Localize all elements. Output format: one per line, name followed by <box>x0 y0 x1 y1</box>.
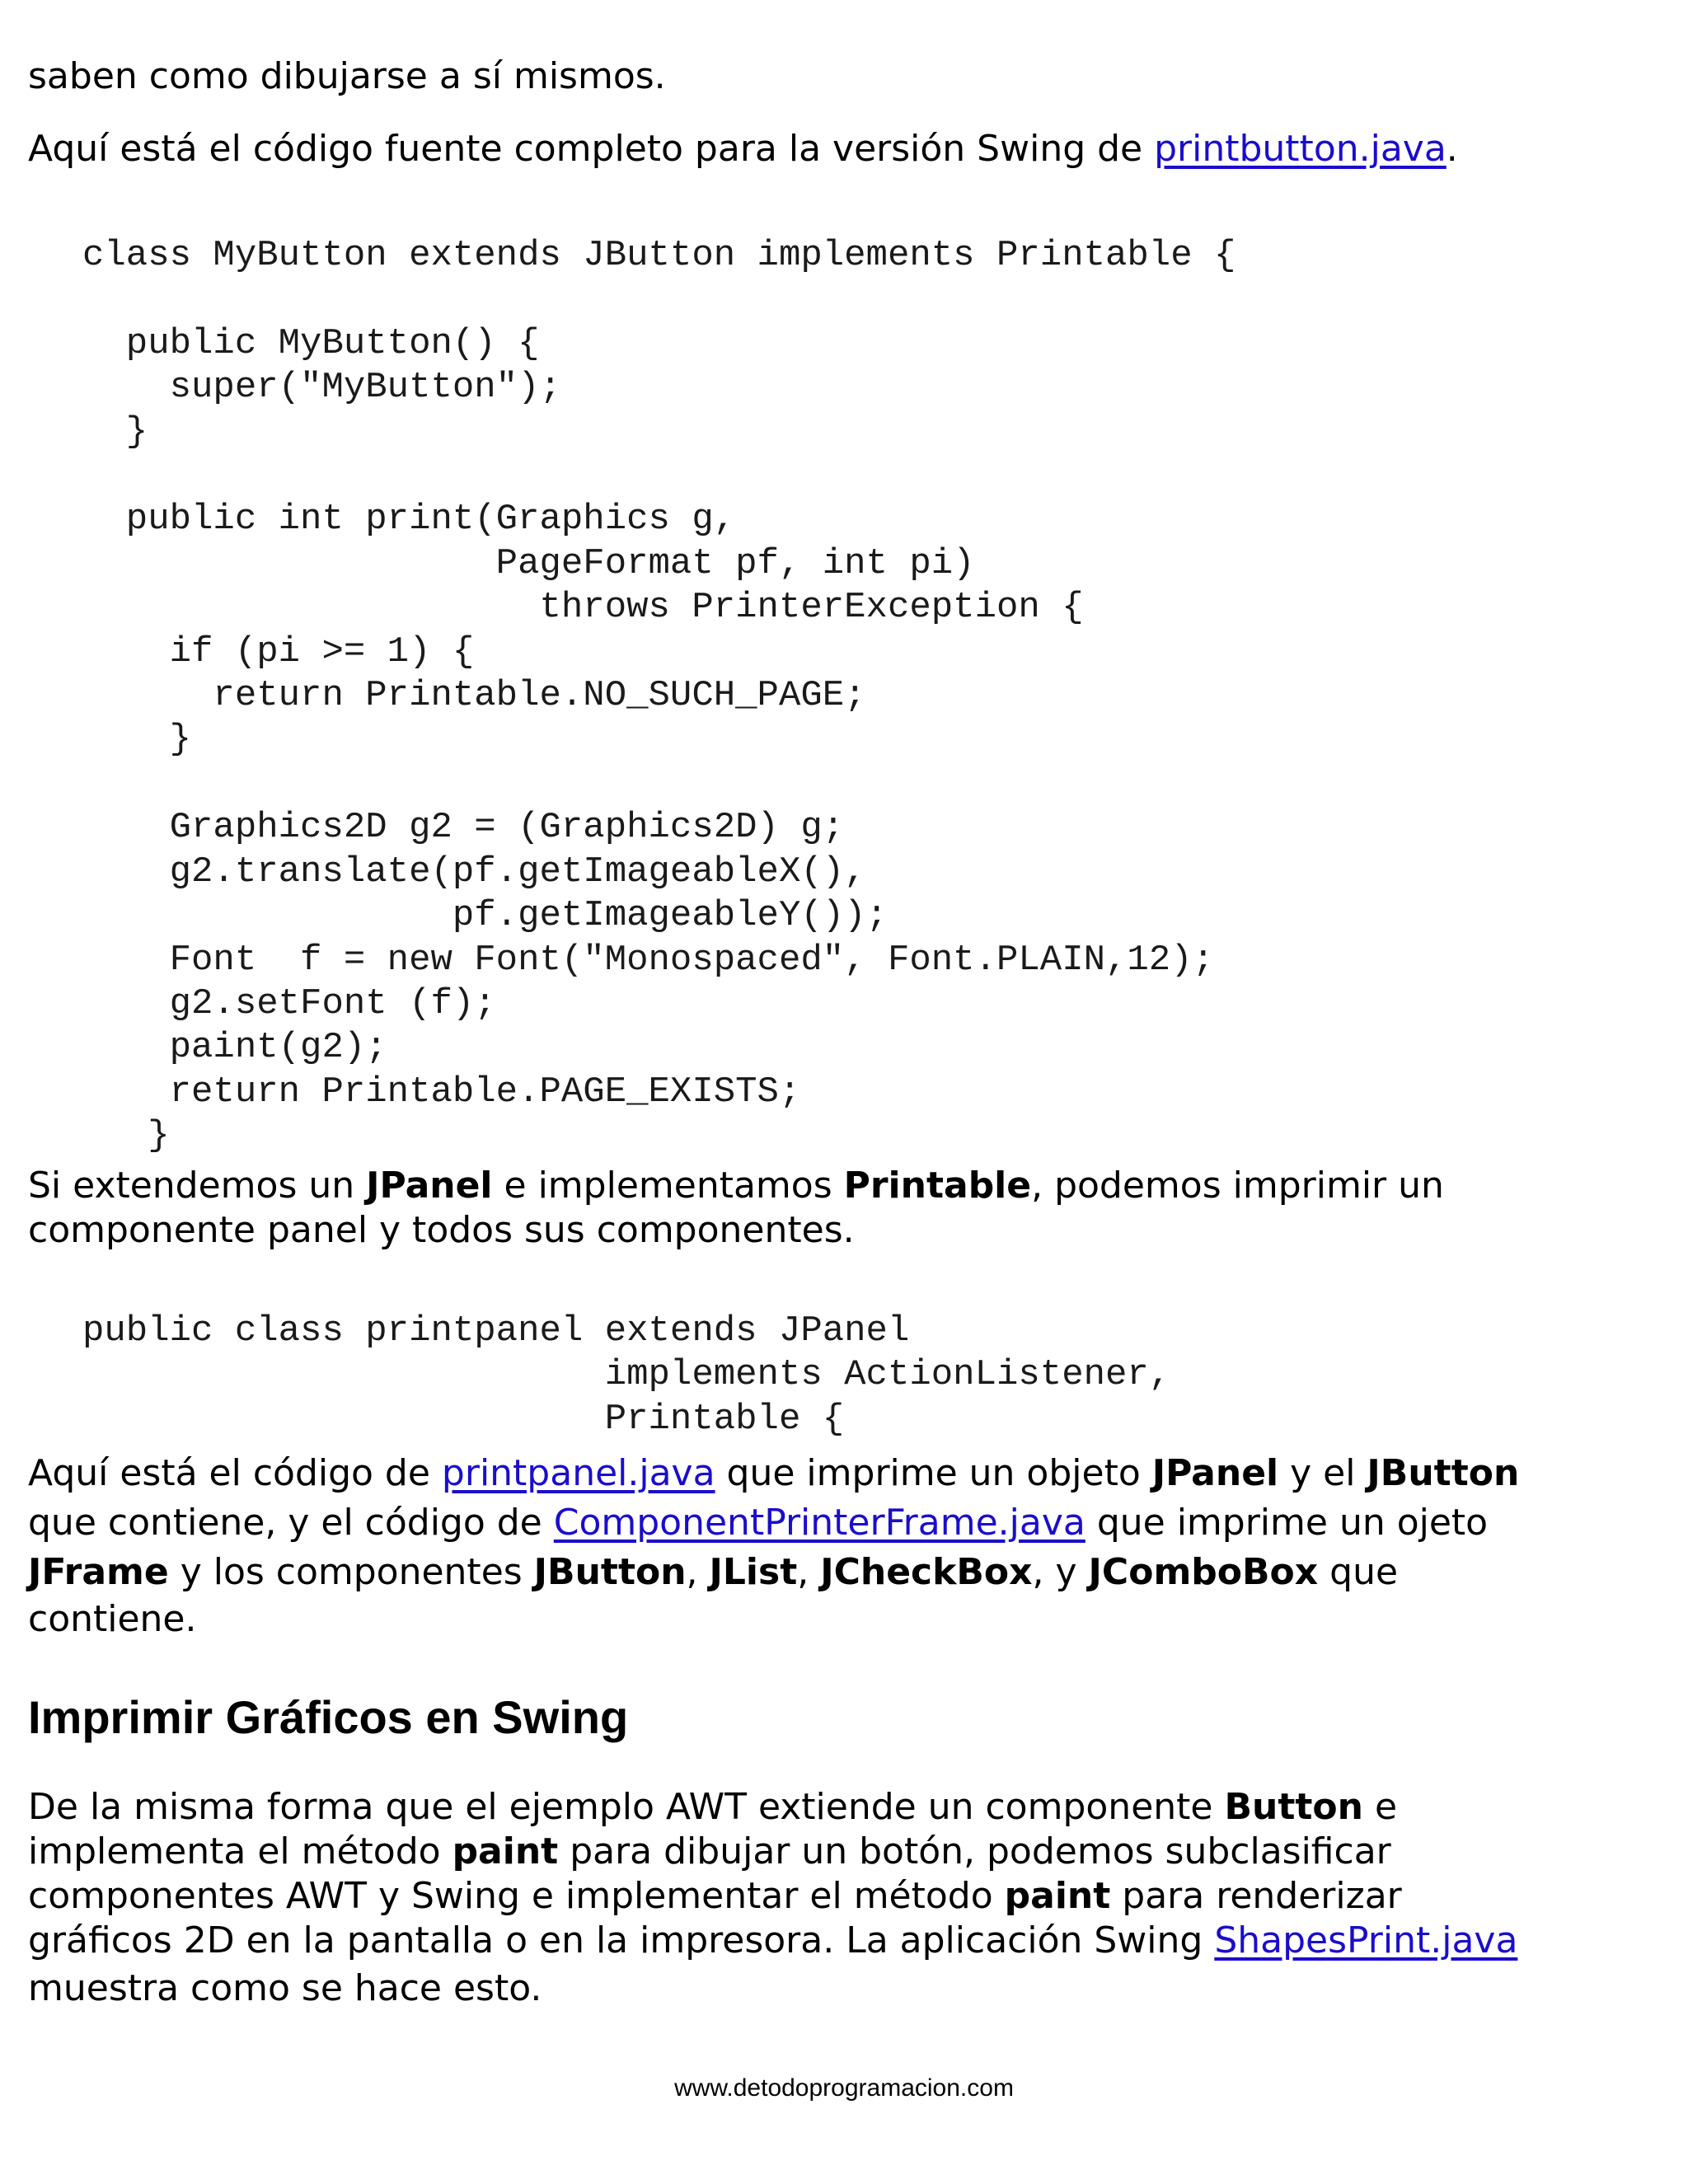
code-line: } <box>82 410 148 452</box>
code-line: if (pi >= 1) { <box>82 630 475 673</box>
code-line: } <box>82 1115 170 1157</box>
code-line: g2.setFont (f); <box>82 982 496 1024</box>
code-line: class MyButton extends JButton implements Printable { <box>82 235 1236 276</box>
jpanel-bold-jpanel: JPanel <box>366 1165 493 1207</box>
refs-text-1: Aquí está el código de <box>28 1452 442 1494</box>
refs-text-9: , y <box>1032 1551 1089 1593</box>
code-line: throws PrinterException { <box>82 587 1084 629</box>
graphics-text-3: implementa el método <box>28 1830 452 1872</box>
refs-bold-jbutton: JButton <box>1367 1452 1520 1494</box>
code-line: public class printpanel extends JPanel <box>82 1310 910 1352</box>
code-line: return Printable.PAGE_EXISTS; <box>82 1071 801 1113</box>
intro-paragraph <box>28 54 1668 99</box>
code-line: implements ActionListener, <box>82 1354 1171 1396</box>
jpanel-paragraph <box>28 1164 1668 1253</box>
code-line: public int print(Graphics g, <box>82 499 736 541</box>
code-line: PageFormat pf, int pi) <box>82 542 975 584</box>
graphics-text-4: para dibujar un botón, podemos subclasificar <box>558 1830 1391 1872</box>
code-line: g2.translate(pf.getImageableX(), <box>82 851 866 893</box>
componentprinterframe-java-link[interactable]: ComponentPrinterFrame.java <box>553 1502 1085 1544</box>
jpanel-bold-printable: Printable <box>843 1165 1032 1207</box>
refs-text-7: , <box>686 1551 710 1593</box>
shapesprint-java-link[interactable]: ShapesPrint.java <box>1214 1919 1518 1961</box>
refs-bold-jcheckbox: JCheckBox <box>820 1551 1033 1593</box>
graphics-text-5: componentes AWT y Swing e implementar el método <box>28 1875 1005 1917</box>
refs-text-8: , <box>797 1551 821 1593</box>
code-line: Font f = new Font("Monospaced", Font.PLAIN,12); <box>82 939 1215 981</box>
graphics-bold-paint-2: paint <box>1004 1875 1111 1917</box>
refs-bold-jpanel: JPanel <box>1151 1452 1279 1494</box>
footer-url: www.detodoprogramacion.com <box>674 2074 1014 2102</box>
graphics-paragraph <box>28 1785 1668 2011</box>
code-refs-paragraph <box>28 1449 1668 1642</box>
refs-bold-jcombobox: JComboBox <box>1088 1551 1319 1593</box>
refs-text-4: que contiene, y el código de <box>28 1502 554 1544</box>
section-heading: Imprimir Gráficos en Swing <box>28 1691 629 1743</box>
jpanel-line-2: componente panel y todos sus componentes. <box>28 1209 855 1251</box>
refs-text-3: y el <box>1278 1452 1367 1494</box>
source-paragraph <box>28 127 1668 171</box>
refs-text-2: que imprime un objeto <box>715 1452 1152 1494</box>
graphics-text-1: De la misma forma que el ejemplo AWT extiende un componente <box>28 1786 1225 1828</box>
graphics-text-7: gráficos 2D en la pantalla o en la impresora. La aplicación Swing <box>28 1919 1215 1961</box>
refs-bold-jbutton-2: JButton <box>533 1551 687 1593</box>
refs-text-10: que <box>1318 1551 1399 1593</box>
graphics-text-6: para renderizar <box>1110 1875 1402 1917</box>
code-line: Printable { <box>82 1398 845 1440</box>
printpanel-java-link[interactable]: printpanel.java <box>441 1452 715 1494</box>
code-line: super("MyButton"); <box>82 367 561 409</box>
printbutton-java-link[interactable]: printbutton.java <box>1154 128 1447 170</box>
code-line: return Printable.NO_SUCH_PAGE; <box>82 675 866 717</box>
code-line: public MyButton() { <box>82 322 540 364</box>
graphics-bold-paint: paint <box>452 1830 559 1872</box>
jpanel-text-1: Si extendemos un <box>28 1165 367 1207</box>
graphics-text-8: muestra como se hace esto. <box>28 1967 542 2009</box>
source-text-end: . <box>1446 128 1458 170</box>
code-line: pf.getImageableY()); <box>82 895 888 937</box>
intro-line-1: saben como dibujarse a sí mismos. <box>28 55 666 97</box>
source-text: Aquí está el código fuente completo para la versión Swing de <box>28 128 1155 170</box>
graphics-text-2: e <box>1362 1786 1398 1828</box>
code-line: Graphics2D g2 = (Graphics2D) g; <box>82 807 845 849</box>
jpanel-text-2: e implementamos <box>492 1165 844 1207</box>
jpanel-text-3: , podemos imprimir un <box>1031 1165 1444 1207</box>
refs-text-5: que imprime un ojeto <box>1085 1502 1489 1544</box>
code-line: paint(g2); <box>82 1027 387 1069</box>
code-block-printpanel <box>82 1310 1170 1441</box>
graphics-bold-button: Button <box>1224 1786 1363 1828</box>
refs-bold-jlist: JList <box>709 1551 798 1593</box>
refs-text-6: y los componentes <box>168 1551 534 1593</box>
refs-text-11: contiene. <box>28 1598 197 1640</box>
refs-bold-jframe: JFrame <box>28 1551 169 1593</box>
code-line: } <box>82 719 192 761</box>
code-block-mybutton <box>82 234 1236 1159</box>
